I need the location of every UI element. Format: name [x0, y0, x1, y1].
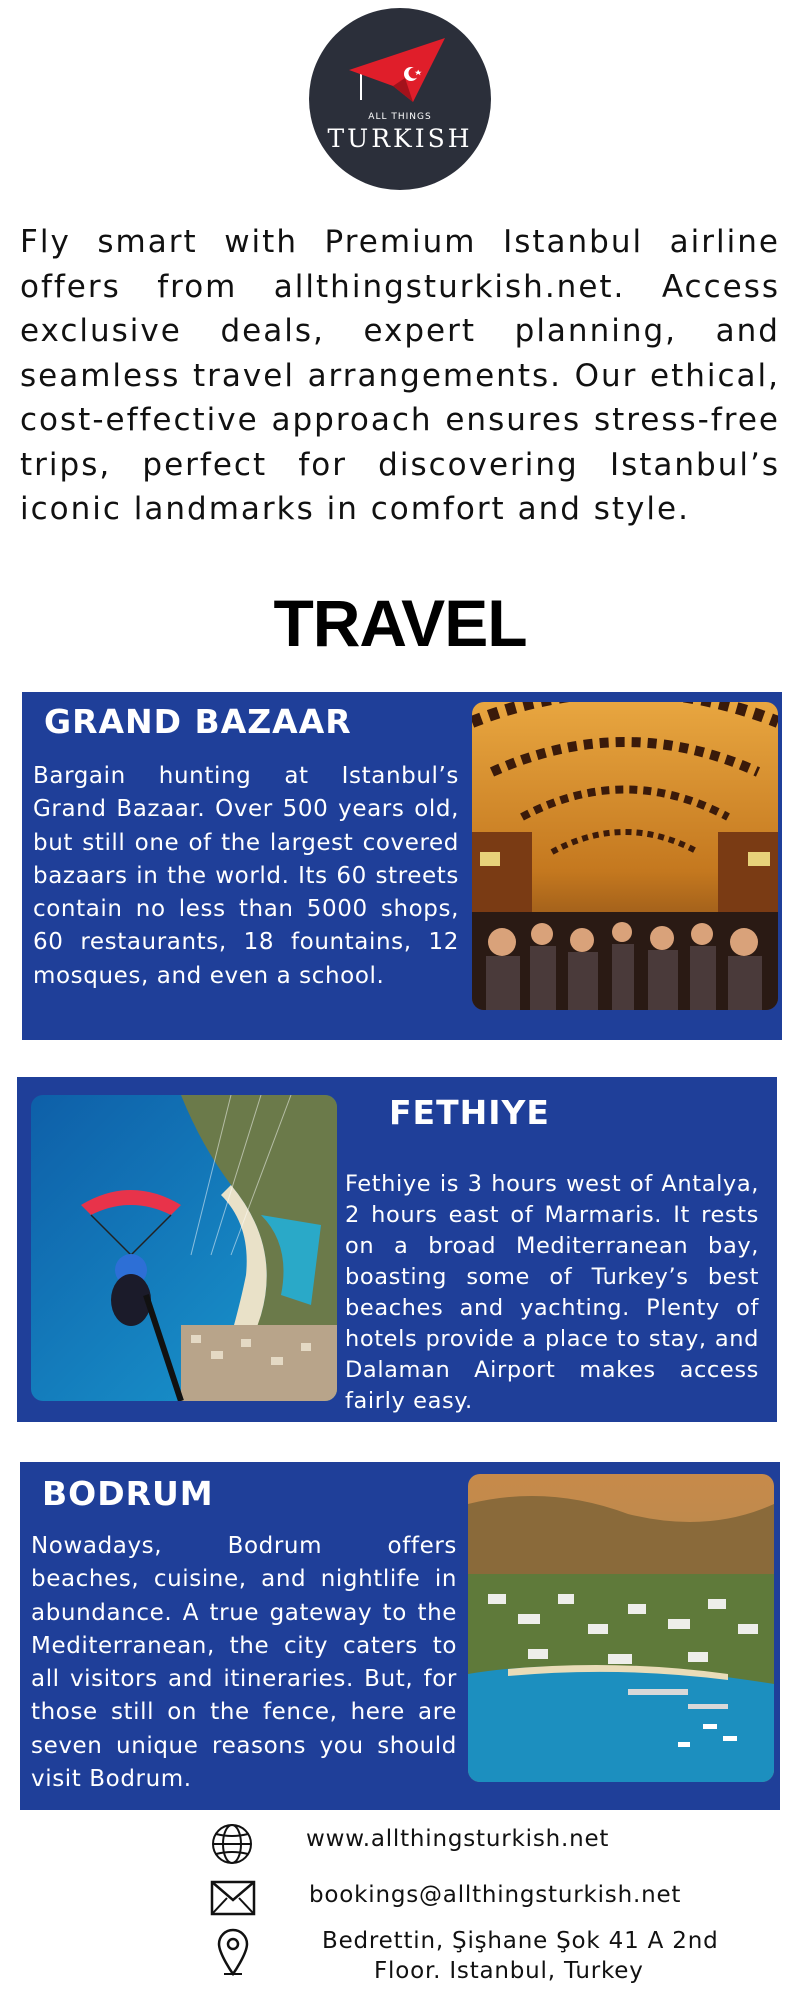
location-pin-icon	[216, 1928, 250, 1976]
address-line-1: Bedrettin, Şişhane Şok 41 A 2nd	[322, 1928, 719, 1954]
card-bodrum	[20, 1462, 780, 1810]
contact-website	[0, 1822, 800, 1866]
fethiye-photo	[31, 1095, 337, 1401]
grand-bazaar-photo	[472, 702, 778, 1010]
card-description: Nowadays, Bodrum offers beaches, cuisine, and nightlife in abundance. A true gateway to the Mediterranean, the city caters to all visitors and itineraries. But, for those still on the fence, here are seven unique reasons you should visit Bodrum.	[31, 1533, 457, 1793]
contact-email	[0, 1876, 800, 1920]
paper-plane-flag-icon	[309, 8, 491, 190]
card-fethiye	[17, 1077, 777, 1422]
page-title: TRAVEL	[273, 586, 527, 660]
intro-paragraph: Fly smart with Premium Istanbul airline offers from allthingsturkish.net. Access exclusive deals, expert planning, and seamless travel arrangements. Our ethical, cost-effective approach ensures stress-free trips, perfect for discovering Istanbul’s iconic landmarks in comfort and style.	[20, 224, 780, 527]
card-title: FETHIYE	[389, 1093, 550, 1132]
card-description: Fethiye is 3 hours west of Antalya, 2 hours east of Marmaris. It rests on a broad Mediterranean bay, boasting some of Turkey’s best beaches and yachting. Plenty of hotels provide a place to stay, and Dalaman Airport makes access fairly easy.	[345, 1171, 759, 1414]
card-title: GRAND BAZAAR	[44, 702, 352, 741]
contact-address	[0, 1926, 800, 1988]
envelope-icon	[209, 1878, 257, 1918]
logo-subtitle: ALL THINGS	[368, 112, 432, 122]
globe-icon	[210, 1822, 254, 1866]
card-title: BODRUM	[42, 1474, 214, 1513]
brand-logo	[309, 8, 491, 190]
card-grand-bazaar	[22, 692, 782, 1040]
logo-title: TURKISH	[327, 124, 473, 153]
address-line-2: Floor. Istanbul, Turkey	[374, 1958, 644, 1984]
email-link[interactable]: bookings@allthingsturkish.net	[309, 1882, 682, 1908]
website-link[interactable]: www.allthingsturkish.net	[306, 1826, 610, 1852]
bodrum-photo	[468, 1474, 774, 1782]
card-description: Bargain hunting at Istanbul’s Grand Bazaar. Over 500 years old, but still one of the largest covered bazaars in the world. Its 60 streets contain no less than 5000 shops, 60 restaurants, 18 fountains, 12 mosques, and even a school.	[33, 763, 459, 989]
